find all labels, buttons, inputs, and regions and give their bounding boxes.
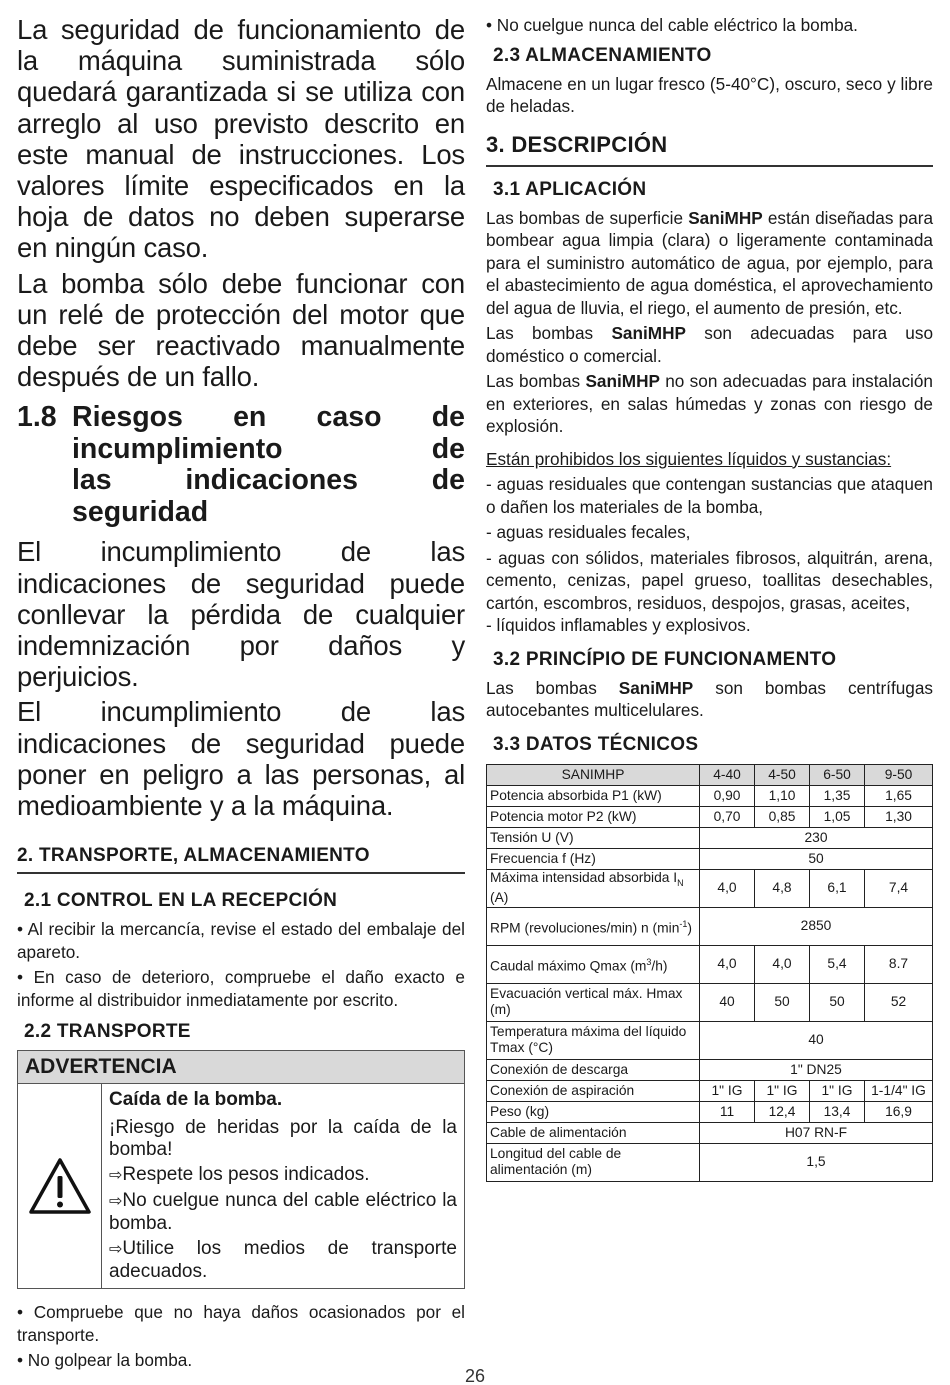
table-row bbox=[487, 785, 933, 806]
text: no son adecuadas para instalación en exteriores, en salas húmedas y zonas con riesgo de explosión. bbox=[486, 371, 933, 436]
table-row bbox=[487, 806, 933, 827]
brand-name: SaniMHP bbox=[585, 371, 660, 391]
cell: 40 bbox=[700, 1021, 933, 1059]
cell: 230 bbox=[700, 827, 933, 848]
bullet-item: • Al recibir la mercancía, revise el estado del embalaje del apareto. bbox=[17, 919, 465, 962]
prohibited-heading: Están prohibidos los siguientes líquidos y sustancias: bbox=[486, 448, 892, 469]
section-3-heading: 3. DESCRIPCIÓN bbox=[486, 132, 933, 167]
warning-rule bbox=[109, 1238, 457, 1283]
title-line: seguridad bbox=[72, 495, 209, 528]
cell: 8.7 bbox=[865, 945, 933, 983]
section-3-2-heading: 3.2 PRINCÍPIO DE FUNCIONAMENTO bbox=[493, 648, 837, 670]
brand-name: SaniMHP bbox=[611, 323, 686, 343]
section-1-8-paragraph-1: El incumplimiento de las indicaciones de seguridad puede conllevar la pérdida de cualquier indemnización por daños y perjuicios. bbox=[17, 536, 465, 693]
application-paragraph-1 bbox=[486, 207, 933, 320]
column-header: 6-50 bbox=[810, 764, 865, 785]
cell: 1,65 bbox=[865, 785, 933, 806]
section-3-3-heading: 3.3 DATOS TÉCNICOS bbox=[493, 733, 699, 755]
warning-box bbox=[17, 1050, 465, 1289]
cell: 40 bbox=[700, 983, 755, 1021]
row-label: Temperatura máxima del líquido Tmax (°C) bbox=[487, 1021, 700, 1059]
cell: 1,05 bbox=[810, 806, 865, 827]
label-text: Caudal máximo Qmax (m bbox=[490, 958, 647, 974]
row-label: Frecuencia f (Hz) bbox=[487, 848, 700, 869]
cell: 1" IG bbox=[700, 1080, 755, 1101]
application-paragraph-3 bbox=[486, 370, 933, 438]
list-item: - aguas con sólidos, materiales fibrosos, alquitrán, arena, cemento, cenizas, papel grueso, toallitas desechables, cartón, escombros, residuos, despojos, grasas, aceites, bbox=[486, 547, 933, 613]
table-row bbox=[487, 1021, 933, 1059]
column-header: 9-50 bbox=[865, 764, 933, 785]
page-number: 26 bbox=[464, 1366, 486, 1385]
list-item: - líquidos inflamables y explosivos. bbox=[486, 615, 751, 635]
table-row bbox=[487, 1080, 933, 1101]
text: son bombas centrífugas autocebantes multicelulares. bbox=[486, 677, 933, 720]
section-number: 1.8 bbox=[17, 401, 57, 434]
cell: 5,4 bbox=[810, 945, 865, 983]
superscript: -1 bbox=[679, 918, 688, 929]
column-header: 4-50 bbox=[755, 764, 810, 785]
brand-name: SaniMHP bbox=[618, 677, 694, 698]
bullet-item: • En caso de deterioro, compruebe el daño exacto e informe al distribuidor inmediatamente por escrito. bbox=[17, 967, 465, 1010]
rule-text: Utilice los medios de transporte adecuados. bbox=[109, 1238, 457, 1283]
section-2-heading: 2. TRANSPORTE, ALMACENAMIENTO bbox=[17, 845, 465, 874]
warning-header: ADVERTENCIA bbox=[18, 1051, 464, 1084]
cell: 1,5 bbox=[700, 1143, 933, 1181]
cell: 4,8 bbox=[755, 869, 810, 907]
text: Las bombas de superficie bbox=[486, 207, 684, 228]
row-label bbox=[487, 907, 700, 945]
cell: 4,0 bbox=[700, 945, 755, 983]
arrow-right-icon: ⇨ bbox=[109, 1241, 123, 1259]
cell: 6,1 bbox=[810, 869, 865, 907]
section-1-8-paragraph-2: El incumplimiento de las indicaciones de seguridad puede poner en peligro a las personas, al medioambiente y a la máquina. bbox=[17, 696, 465, 822]
cell: 1" IG bbox=[810, 1080, 865, 1101]
cell: 0,90 bbox=[700, 785, 755, 806]
table-row bbox=[487, 945, 933, 983]
row-label: Potencia motor P2 (kW) bbox=[487, 806, 700, 827]
principle-paragraph bbox=[486, 677, 933, 722]
intro-paragraph-2: La bomba sólo debe funcionar con un relé de protección del motor que debe ser reactivado manualmente después de un fallo. bbox=[17, 267, 465, 393]
row-label: Cable de alimentación bbox=[487, 1122, 700, 1143]
intro-paragraph-1: La seguridad de funcionamiento de la máquina suministrada sólo quedará garantizada si se utiliza con arreglo al uso previsto descrito en este manual de instrucciones. Los valores límite especificados en la hoja de datos no deben superarse en ningún caso. bbox=[17, 14, 465, 264]
left-column bbox=[17, 14, 465, 1372]
cell: 1-1/4" IG bbox=[865, 1080, 933, 1101]
application-paragraph-2 bbox=[486, 322, 933, 367]
table-row bbox=[487, 983, 933, 1021]
row-label bbox=[487, 869, 700, 907]
cell: 1" DN25 bbox=[700, 1059, 933, 1080]
text: están diseñadas para bombear agua limpia (clara) o ligeramente contaminada para el suministro automático de agua, por ejemplo, para el abastecimiento de agua doméstica, el aprovechamiento del agua de lluvia, el riego, el aumento de presión, etc. bbox=[486, 207, 934, 318]
warning-rule bbox=[109, 1164, 457, 1187]
cell: 0,85 bbox=[755, 806, 810, 827]
cell: 11 bbox=[700, 1101, 755, 1122]
cell: 50 bbox=[755, 983, 810, 1021]
title-line: Riesgos en caso de bbox=[72, 401, 465, 434]
cell: 16,9 bbox=[865, 1101, 933, 1122]
warning-description: ¡Riesgo de heridas por la caída de la bomba! bbox=[109, 1117, 457, 1161]
cell: 1,10 bbox=[755, 785, 810, 806]
label-text: Máxima intensidad absorbida I bbox=[490, 869, 678, 885]
column-header: 4-40 bbox=[700, 764, 755, 785]
storage-paragraph: Almacene en un lugar fresco (5-40°C), oscuro, seco y libre de heladas. bbox=[486, 73, 933, 116]
cell: 1,35 bbox=[810, 785, 865, 806]
table-row bbox=[487, 827, 933, 848]
section-2-3-heading: 2.3 ALMACENAMIENTO bbox=[493, 44, 712, 66]
table-row bbox=[487, 1143, 933, 1181]
subscript: N bbox=[677, 877, 684, 888]
text: Las bombas bbox=[486, 677, 597, 698]
cell: 50 bbox=[700, 848, 933, 869]
table-row bbox=[487, 907, 933, 945]
section-2-2-heading: 2.2 TRANSPORTE bbox=[24, 1021, 191, 1043]
arrow-right-icon: ⇨ bbox=[109, 1167, 123, 1185]
bullet-item: • No cuelgue nunca del cable eléctrico la bomba. bbox=[486, 15, 858, 35]
bullet-item: • No golpear la bomba. bbox=[17, 1350, 193, 1371]
rule-text: Respete los pesos indicados. bbox=[122, 1164, 370, 1186]
right-column bbox=[486, 14, 933, 1182]
warning-body bbox=[18, 1084, 464, 1288]
label-text: ) bbox=[687, 920, 692, 936]
brand-name: SaniMHP bbox=[688, 207, 763, 228]
warning-title: Caída de la bomba. bbox=[109, 1089, 283, 1111]
technical-data-table bbox=[486, 764, 933, 1182]
label-text: (A) bbox=[490, 890, 509, 906]
title-line: incumplimiento de bbox=[72, 432, 465, 465]
bullet-item: • Compruebe que no haya daños ocasionados por el transporte. bbox=[17, 1302, 465, 1345]
section-1-8-heading bbox=[17, 402, 465, 528]
row-label: Potencia absorbida P1 (kW) bbox=[487, 785, 700, 806]
warning-text bbox=[102, 1084, 464, 1288]
section-title bbox=[72, 402, 465, 528]
cell: 2850 bbox=[700, 907, 933, 945]
table-row bbox=[487, 1059, 933, 1080]
row-label: Tensión U (V) bbox=[487, 827, 700, 848]
row-label: Longitud del cable de alimentación (m) bbox=[487, 1143, 700, 1181]
row-label: Conexión de aspiración bbox=[487, 1080, 700, 1101]
label-text: RPM (revoluciones/min) n (min bbox=[490, 920, 680, 936]
list-item: - aguas residuales fecales, bbox=[486, 522, 691, 542]
row-label: Conexión de descarga bbox=[487, 1059, 700, 1080]
column-header: SANIMHP bbox=[487, 764, 700, 785]
rule-text: No cuelgue nunca del cable eléctrico la bomba. bbox=[109, 1190, 457, 1235]
text: Las bombas bbox=[486, 371, 581, 391]
text: Las bombas bbox=[486, 323, 594, 343]
cell: H07 RN-F bbox=[700, 1122, 933, 1143]
table-row bbox=[487, 848, 933, 869]
arrow-right-icon: ⇨ bbox=[109, 1193, 123, 1211]
list-item: - aguas residuales que contengan sustancias que ataquen o dañen los materiales de la bomba, bbox=[486, 474, 933, 517]
table-row bbox=[487, 869, 933, 907]
cell: 4,0 bbox=[755, 945, 810, 983]
warning-triangle-icon bbox=[18, 1084, 102, 1288]
superscript: 3 bbox=[646, 956, 652, 967]
row-label: Peso (kg) bbox=[487, 1101, 700, 1122]
table-header-row bbox=[487, 764, 933, 785]
row-label bbox=[487, 945, 700, 983]
cell: 4,0 bbox=[700, 869, 755, 907]
cell: 13,4 bbox=[810, 1101, 865, 1122]
label-text: /h) bbox=[651, 958, 668, 974]
cell: 12,4 bbox=[755, 1101, 810, 1122]
cell: 50 bbox=[810, 983, 865, 1021]
row-label: Evacuación vertical máx. Hmax (m) bbox=[487, 983, 700, 1021]
cell: 7,4 bbox=[865, 869, 933, 907]
cell: 0,70 bbox=[700, 806, 755, 827]
title-line: las indicaciones de bbox=[72, 464, 465, 497]
cell: 1,30 bbox=[865, 806, 933, 827]
cell: 52 bbox=[865, 983, 933, 1021]
cell: 1" IG bbox=[755, 1080, 810, 1101]
section-2-1-heading: 2.1 CONTROL EN LA RECEPCIÓN bbox=[24, 890, 338, 912]
table-row bbox=[487, 1122, 933, 1143]
text: son adecuadas para uso doméstico o comercial. bbox=[486, 323, 934, 366]
table-row bbox=[487, 1101, 933, 1122]
warning-rule bbox=[109, 1190, 457, 1235]
section-3-1-heading: 3.1 APLICACIÓN bbox=[493, 178, 647, 200]
